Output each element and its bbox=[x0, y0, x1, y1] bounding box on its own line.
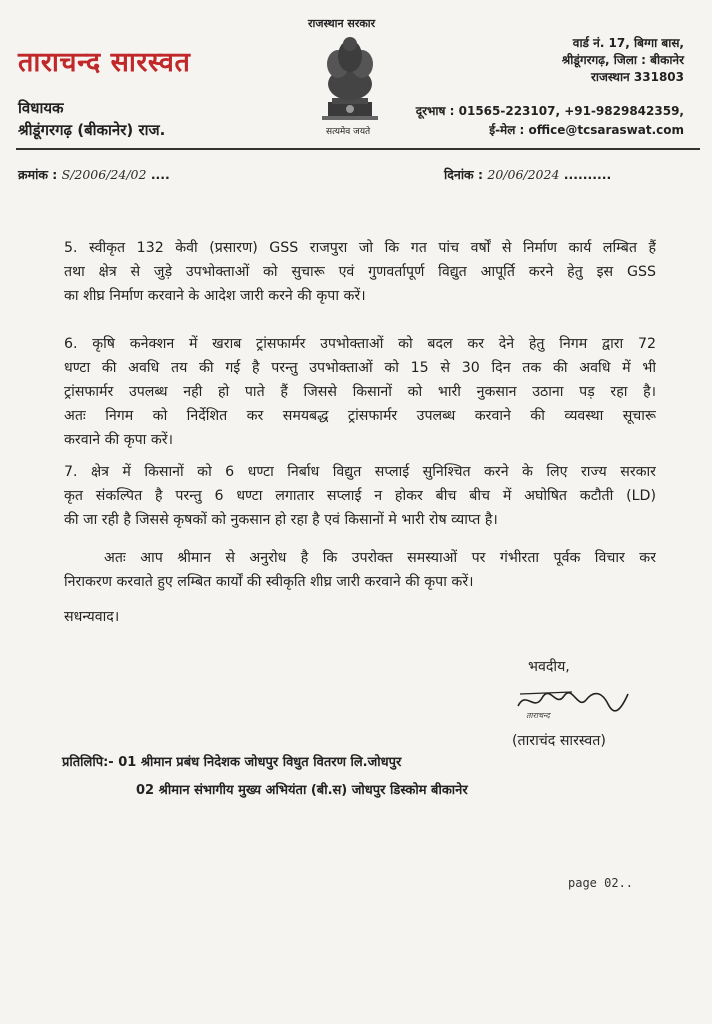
paragraph-line: निराकरण करवाते हुए लम्बित कार्यों की स्वीकृति शीघ्र जारी करवाने की कृपा करें। bbox=[64, 574, 474, 590]
government-label: राजस्थान सरकार bbox=[308, 17, 376, 30]
date-label: दिनांक : bbox=[444, 167, 484, 182]
signatory-name: (ताराचंद सारस्वत) bbox=[512, 733, 606, 749]
letter-date: दिनांक : 20/06/2024 .......... bbox=[444, 167, 612, 182]
paragraph-7 bbox=[64, 460, 656, 532]
constituency: श्रीडूंगरगढ़ (बीकानेर) राज. bbox=[18, 121, 166, 139]
paragraph-line: 7. क्षेत्र में किसानों को 6 धण्टा निर्बाध विद्युत सप्लाई सुनिश्चित करने के लिए राज्य सरकार bbox=[64, 464, 656, 480]
closing-salutation: भवदीय, bbox=[528, 659, 570, 675]
signature-icon bbox=[512, 682, 632, 722]
paragraph-line: तथा क्षेत्र से जुड़े उपभोक्ताओं को सुचारू एवं गुणवर्तापूर्ण विद्युत आपूर्ति करने हेतु इस GSS bbox=[64, 264, 656, 280]
address-line-2: श्रीडूंगरगढ़, जिला : बीकानेर bbox=[561, 53, 684, 67]
paragraph-line: 6. कृषि कनेक्शन में खराब ट्रांसफार्मर उपभोक्ताओं को बदल कर देने हेतु निगम द्वारा 72 bbox=[64, 336, 656, 352]
paragraph-line: 5. स्वीकृत 132 केवी (प्रसारण) GSS राजपुरा जो कि गत पांच वर्षों से निर्माण कार्य लम्बित हैं bbox=[64, 240, 656, 256]
paragraph-line: कृत संकल्पित है परन्तु 6 धण्टा लगातार सप्लाई न होकर बीच बीच में अघोषित कटौती (LD) bbox=[64, 488, 656, 504]
request-paragraph bbox=[64, 546, 656, 594]
page-continuation: page 02.. bbox=[568, 876, 634, 890]
thanks-text: सधन्यवाद। bbox=[64, 609, 120, 625]
paragraph-line: ट्रांसफार्मर उपलब्ध नही हो पाते हैं जिससे किसानों को भारी नुकसान उठाना पड़ रहा है। bbox=[64, 384, 656, 400]
address-line-3: राजस्थान 331803 bbox=[590, 70, 684, 84]
copy-label: प्रतिलिपि:- bbox=[62, 755, 114, 770]
paragraph-line: का शीघ्र निर्माण करवाने के आदेश जारी करने की कृपा करें। bbox=[64, 288, 366, 304]
signature-text: ताराचन्द bbox=[526, 711, 550, 720]
copy-line-1 bbox=[62, 752, 401, 770]
paragraph-line: की जा रही है जिससे कृषकों को नुकसान हो रहा है एवं किसानों मे भारी रोष व्याप्त है। bbox=[64, 512, 498, 528]
address-line-1: वार्ड नं. 17, बिग्गा बास, bbox=[572, 36, 684, 50]
reference-value: S/2006/24/02 bbox=[61, 167, 147, 182]
copy-item: 01 श्रीमान प्रबंध निदेशक जोधपुर विधुत वितरण लि.जोधपुर bbox=[118, 755, 402, 770]
phone-line: दूरभाष : 01565-223107, +91-9829842359, bbox=[415, 104, 684, 118]
mla-name: ताराचन्द सारस्वत bbox=[18, 47, 191, 78]
date-value: 20/06/2024 bbox=[487, 167, 560, 182]
paragraph-line: धण्टा की अवधि तय की गई है परन्तु उपभोक्ताओं को 15 से 30 दिन तक की अवधि में भी bbox=[64, 360, 656, 376]
header-divider bbox=[16, 148, 700, 150]
paragraph-5 bbox=[64, 236, 656, 308]
paragraph-6 bbox=[64, 332, 656, 452]
paragraph-line: अतः आप श्रीमान से अनुरोध है कि उपरोक्त समस्याओं पर गंभीरता पूर्वक विचार कर bbox=[104, 550, 656, 566]
ashoka-emblem-icon bbox=[318, 34, 382, 126]
copy-item: 02 श्रीमान संभागीय मुख्य अभियंता (बी.स) जोधपुर डिस्कोम बीकानेर bbox=[136, 783, 468, 798]
paragraph-line: करवाने की कृपा करें। bbox=[64, 432, 173, 448]
reference-number: क्रमांक : S/2006/24/02 .... bbox=[18, 167, 170, 182]
role-title: विधायक bbox=[18, 99, 64, 117]
paragraph-line: अतः निगम को निर्देशित कर समयबद्ध ट्रांसफार्मर उपलब्ध करवाने की व्यवस्था सूचारू bbox=[64, 408, 656, 424]
email-line: ई-मेल : office@tcsaraswat.com bbox=[489, 123, 684, 137]
reference-label: क्रमांक : bbox=[18, 167, 58, 182]
emblem-motto: सत्यमेव जयते bbox=[326, 127, 371, 137]
copy-line-2 bbox=[136, 780, 468, 798]
